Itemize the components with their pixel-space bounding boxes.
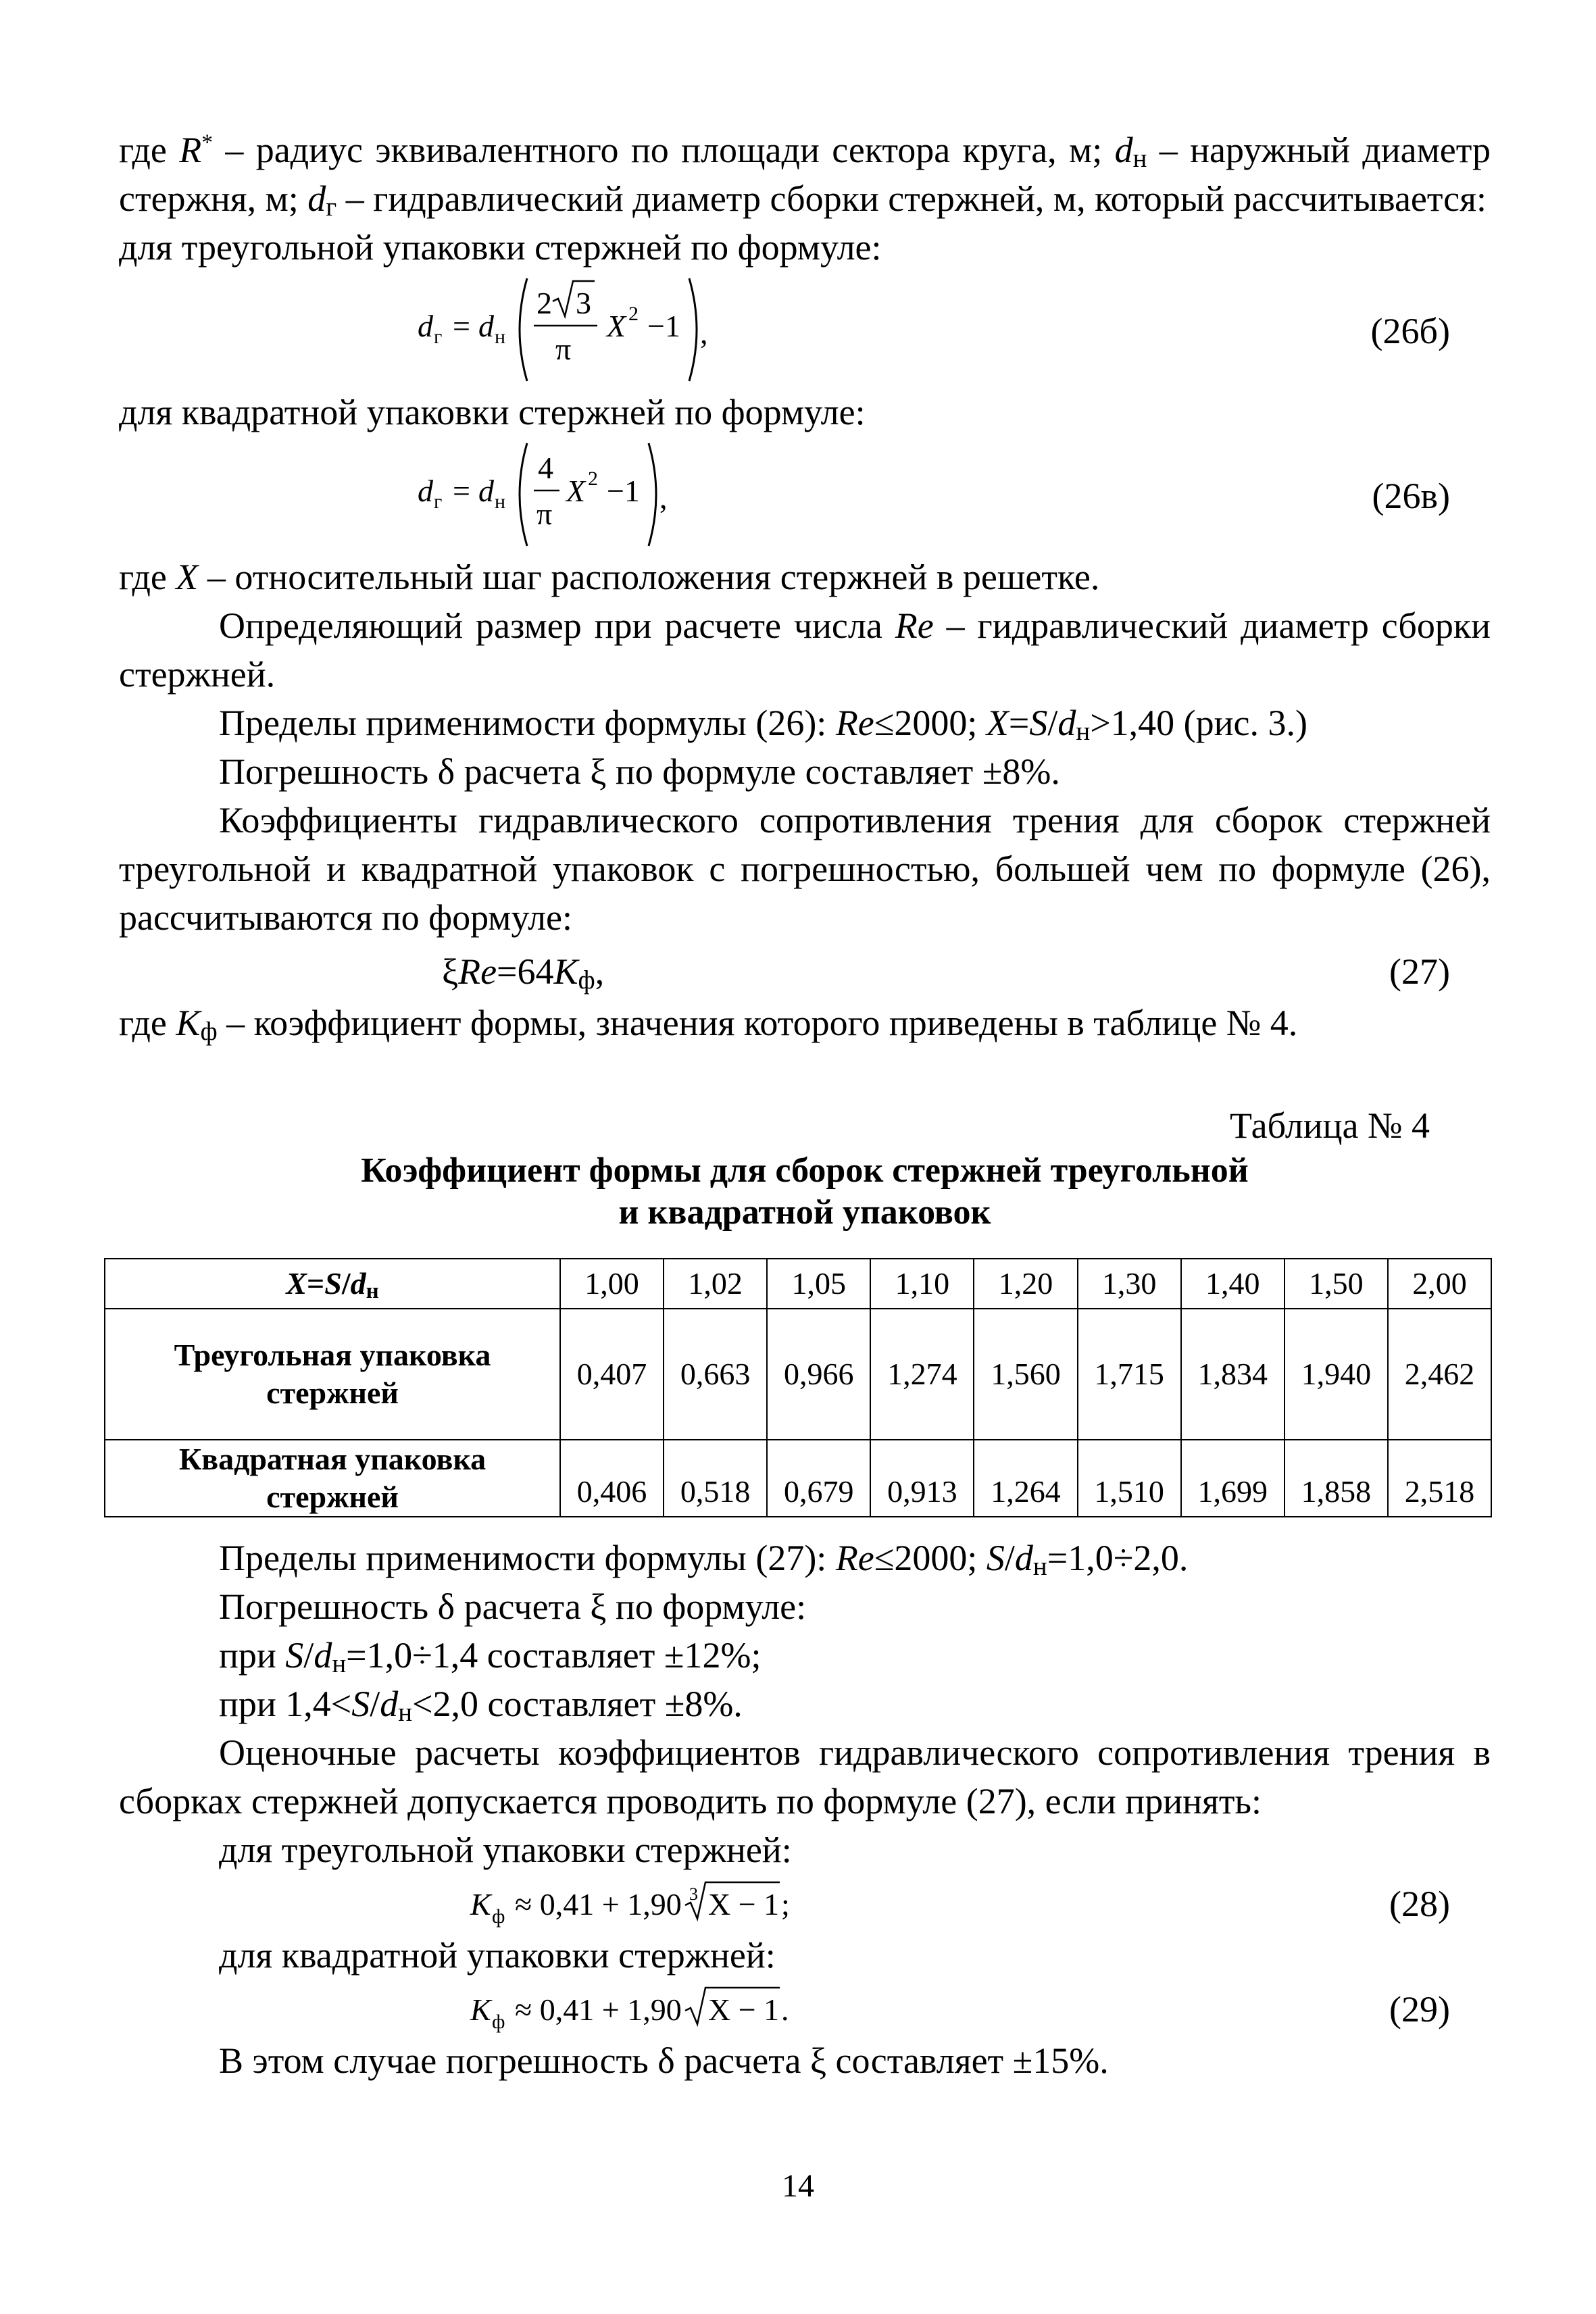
- table-header-cell: 1,40: [1181, 1259, 1285, 1309]
- svg-text:н: н: [495, 491, 506, 513]
- svg-text:3: 3: [689, 1884, 698, 1904]
- table-cell: 1,715: [1078, 1309, 1181, 1440]
- left-paren: [520, 443, 527, 546]
- table-title: Коэффициент формы для сборок стержней треугольной и квадратной упаковок: [361, 1151, 1249, 1232]
- table-header-cell: 1,05: [767, 1259, 870, 1309]
- square-intro: для квадратной упаковки стержней по формуле:: [119, 392, 866, 432]
- svg-text:≈ 0,41 + 1,90: ≈ 0,41 + 1,90: [515, 1887, 682, 1921]
- svg-text:π: π: [537, 497, 553, 531]
- error-27-range-b: при $1,4<S/d_н<2,0$ составляет ±8%.: [219, 1684, 743, 1727]
- right-paren: [689, 278, 697, 381]
- table-row-label: Треугольная упаковка стержней: [105, 1309, 560, 1440]
- svg-text:3: 3: [576, 286, 591, 320]
- svg-text:,: ,: [700, 316, 708, 350]
- table-cell: 1,834: [1181, 1309, 1285, 1440]
- svg-text:d: d: [418, 474, 433, 508]
- svg-text:−1: −1: [607, 474, 640, 508]
- limits-27-paragraph: Пределы применимости формулы (27): Re≤2000; $S/d_н=1,0\div 2,0$.: [219, 1538, 1189, 1581]
- limits-26-paragraph: Пределы применимости формулы (26): Re≤2000; $X=S/d_н>1,40$ (рис. 3.): [219, 703, 1307, 746]
- formula-26v: [119, 436, 1491, 553]
- formula-29: [119, 1982, 1491, 2036]
- table-cell: 2,518: [1388, 1440, 1491, 1517]
- table-header-cell: 1,00: [560, 1259, 664, 1309]
- table-row: [105, 1440, 1491, 1517]
- svg-text:ф: ф: [492, 1905, 505, 1928]
- svg-text:;: ;: [781, 1887, 790, 1921]
- formula-27-number: (27): [1389, 951, 1450, 992]
- table-cell: 0,679: [767, 1440, 870, 1517]
- kf-definition: где $K_ф$ – коэффициент формы, значения которого приведены в таблице № 4.: [119, 1003, 1298, 1046]
- coefficients-paragraph: Коэффициенты гидравлического сопротивления трения для сборок стержней треугольной и квадратной упаковок с погрешностью, большей чем по формуле (26), рассчитываются по формуле:: [119, 800, 1491, 938]
- svg-text:K: K: [470, 1992, 491, 2027]
- table-cell: 0,913: [870, 1440, 974, 1517]
- final-paragraph: В этом случае погрешность δ расчета ξ составляет ±15%.: [219, 2040, 1109, 2081]
- svg-text:=: =: [453, 474, 470, 508]
- table-cell: 0,406: [560, 1440, 664, 1517]
- table-label: Таблица № 4: [1230, 1105, 1430, 1146]
- x-definition: где X – относительный шаг расположения стержней в решетке.: [119, 557, 1100, 597]
- formula-26v-number: (26в): [1372, 476, 1450, 516]
- defining-size-paragraph: Определяющий размер при расчете числа Re – гидравлический диаметр сборки стержней.: [119, 605, 1491, 695]
- svg-text:ф: ф: [492, 2011, 505, 2033]
- table-row: [105, 1309, 1491, 1440]
- svg-text:2: 2: [588, 468, 598, 490]
- svg-text:π: π: [555, 332, 572, 366]
- right-paren: [649, 443, 656, 546]
- square-intro-2: для квадратной упаковки стержней:: [219, 1935, 776, 1976]
- table-cell: 1,940: [1285, 1309, 1388, 1440]
- formula-28: [119, 1877, 1491, 1931]
- triangular-intro: для треугольной упаковки стержней по формуле:: [119, 227, 882, 268]
- svg-text:4: 4: [538, 451, 553, 485]
- table-header-cell: 2,00: [1388, 1259, 1491, 1309]
- svg-text:2: 2: [628, 303, 639, 325]
- error-26-paragraph: Погрешность δ расчета ξ по формуле составляет ±8%.: [219, 751, 1060, 792]
- table-cell: 1,699: [1181, 1440, 1285, 1517]
- table-cell: 2,462: [1388, 1309, 1491, 1440]
- formula-29-graphic: [470, 1982, 849, 2036]
- formula-26v-graphic: [418, 436, 823, 553]
- table-header-cell: 1,02: [664, 1259, 767, 1309]
- table-cell: 1,510: [1078, 1440, 1181, 1517]
- table-cell: 1,274: [870, 1309, 974, 1440]
- svg-text:−1: −1: [647, 309, 680, 343]
- page-number: 14: [782, 2168, 814, 2204]
- triangular-intro-2: для треугольной упаковки стержней:: [219, 1830, 792, 1870]
- table-cell: 1,560: [974, 1309, 1077, 1440]
- intro-paragraph: где R* – радиус эквивалентного по площади сектора круга, м; $d_н$ – наружный диаметр стержня, м; $d_г$ – гидравлический диаметр сборки стержней, м, который рассчитывается:: [119, 130, 1491, 222]
- formula-26b-number: (26б): [1370, 311, 1450, 351]
- svg-text:d: d: [478, 474, 494, 508]
- error-27-range-a: при $S/d_н=1,0\div 1,4$ составляет ±12%;: [219, 1635, 762, 1678]
- table-cell: 1,858: [1285, 1440, 1388, 1517]
- table-header-cell: 1,20: [974, 1259, 1077, 1309]
- formula-26b-graphic: [418, 272, 850, 388]
- formula-26b: [119, 272, 1491, 388]
- formula-27: $\xi Re=64K_ф$, (27): [119, 945, 1491, 999]
- page-content: [119, 126, 1491, 2085]
- svg-text:г: г: [434, 491, 443, 513]
- svg-text:K: K: [470, 1887, 491, 1921]
- formula-28-number: (28): [1389, 1884, 1450, 1924]
- svg-text:X: X: [607, 309, 626, 343]
- table-cell: 0,407: [560, 1309, 664, 1440]
- table-cell: 0,518: [664, 1440, 767, 1517]
- table-header-cell: 1,10: [870, 1259, 974, 1309]
- formula-28-graphic: [470, 1877, 849, 1931]
- svg-text:X: X: [566, 474, 586, 508]
- shape-coefficient-table: [104, 1258, 1492, 1517]
- svg-text:d: d: [478, 309, 494, 343]
- table-header-cell: 1,30: [1078, 1259, 1181, 1309]
- estimate-paragraph: Оценочные расчеты коэффициентов гидравлического сопротивления трения в сборках стержней допускается проводить по формуле (27), если принять:: [119, 1732, 1491, 1821]
- svg-text:н: н: [495, 326, 506, 348]
- table-cell: 1,264: [974, 1440, 1077, 1517]
- left-paren: [520, 278, 527, 381]
- error-27-paragraph: Погрешность δ расчета ξ по формуле:: [219, 1586, 807, 1627]
- svg-text:,: ,: [659, 480, 668, 515]
- svg-text:≈ 0,41 + 1,90: ≈ 0,41 + 1,90: [515, 1992, 682, 2027]
- table-header-label: $X=S/d_н$: [105, 1259, 560, 1309]
- svg-text:d: d: [418, 309, 433, 343]
- table-cell: 0,966: [767, 1309, 870, 1440]
- table-header-cell: 1,50: [1285, 1259, 1388, 1309]
- svg-text:2: 2: [537, 286, 552, 320]
- svg-text:X − 1: X − 1: [708, 1887, 780, 1921]
- svg-text:.: .: [781, 1992, 789, 2027]
- svg-text:X − 1: X − 1: [708, 1992, 780, 2027]
- svg-text:=: =: [453, 309, 470, 343]
- svg-text:г: г: [434, 326, 443, 348]
- table-header-row: [105, 1259, 1491, 1309]
- table-cell: 0,663: [664, 1309, 767, 1440]
- table-row-label: Квадратная упаковка стержней: [105, 1440, 560, 1517]
- formula-29-number: (29): [1389, 1989, 1450, 2030]
